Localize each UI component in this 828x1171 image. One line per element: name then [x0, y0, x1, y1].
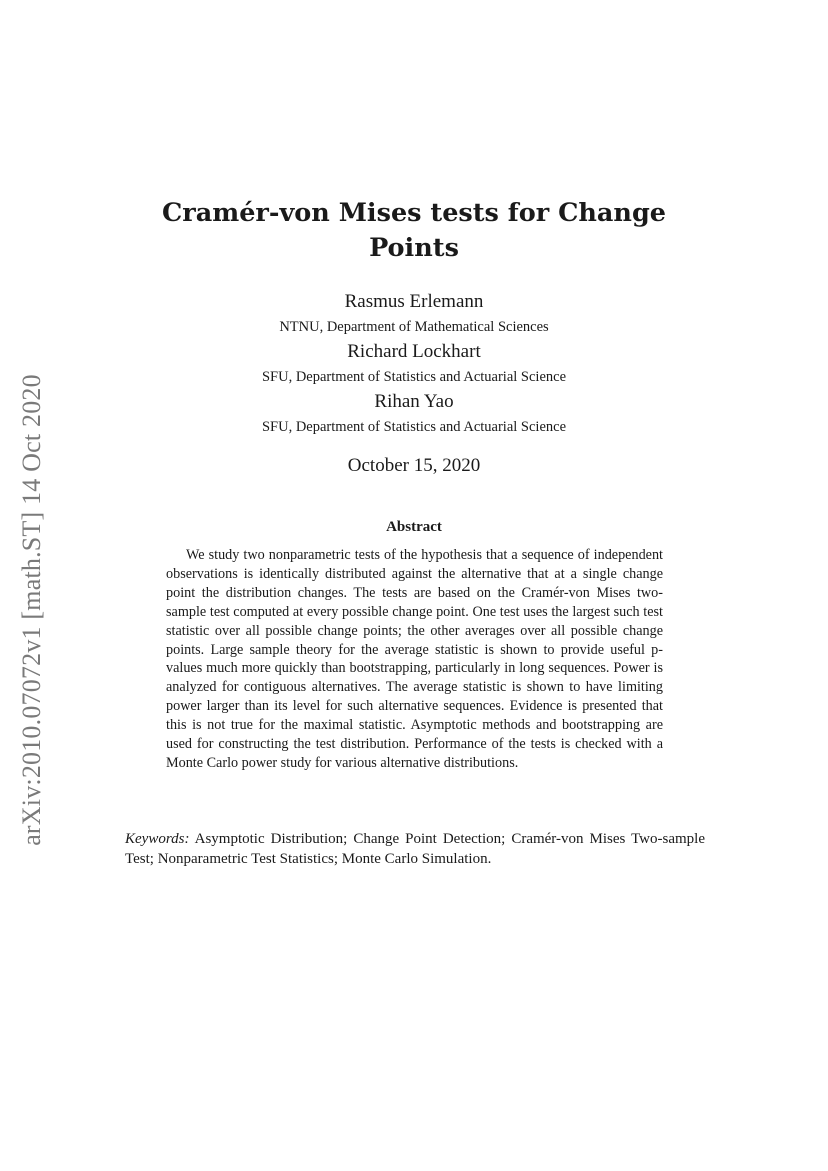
paper-date: October 15, 2020	[347, 455, 481, 476]
author-affiliation: SFU, Department of Statistics and Actuarial Science	[261, 369, 567, 385]
author-name: Richard Lockhart	[347, 341, 481, 362]
keywords-label: Keywords:	[125, 831, 190, 847]
author-name: Rasmus Erlemann	[344, 291, 484, 312]
paper-title: Cramér-von Mises tests for Change Points	[161, 198, 667, 263]
author-block	[150, 290, 678, 440]
arxiv-id-text: arXiv:2010.07072v1 [math.ST] 14 Oct 2020	[17, 374, 47, 846]
author-affiliation: NTNU, Department of Mathematical Sciences	[279, 319, 549, 335]
author-affiliation: SFU, Department of Statistics and Actuarial Science	[261, 419, 567, 435]
abstract-body: We study two nonparametric tests of the hypothesis that a sequence of independent observations is identically distributed against the alternative that at a single change point the distribution changes. The tests are based on the Cramér-von Mises two-sample test computed at every possible change point. One test uses the largest such test statistic over all possible change points; the other averages over all possible change points. Large sample theory for the average statistic is shown to provide useful p-values much more quickly than bootstrapping, particularly in long sequences. Power is analyzed for contiguous alternatives. The average statistic is shown to have limiting power larger than its level for such alternative sequences. Evidence is presented that this is not true for the maximal statistic. Asymptotic methods and bootstrapping are used for constructing the test distribution. Performance of the tests is checked with a Monte Carlo power study for various alternative distributions.	[166, 547, 663, 771]
author-name: Rihan Yao	[374, 391, 454, 412]
keywords	[125, 829, 705, 869]
abstract-heading: Abstract	[386, 519, 442, 535]
keywords-text: Asymptotic Distribution; Change Point Detection; Cramér-von Mises Two-sample Test; Nonparametric Test Statistics; Monte Carlo Simulation.	[125, 831, 705, 867]
arxiv-sidebar-id	[14, 350, 50, 870]
